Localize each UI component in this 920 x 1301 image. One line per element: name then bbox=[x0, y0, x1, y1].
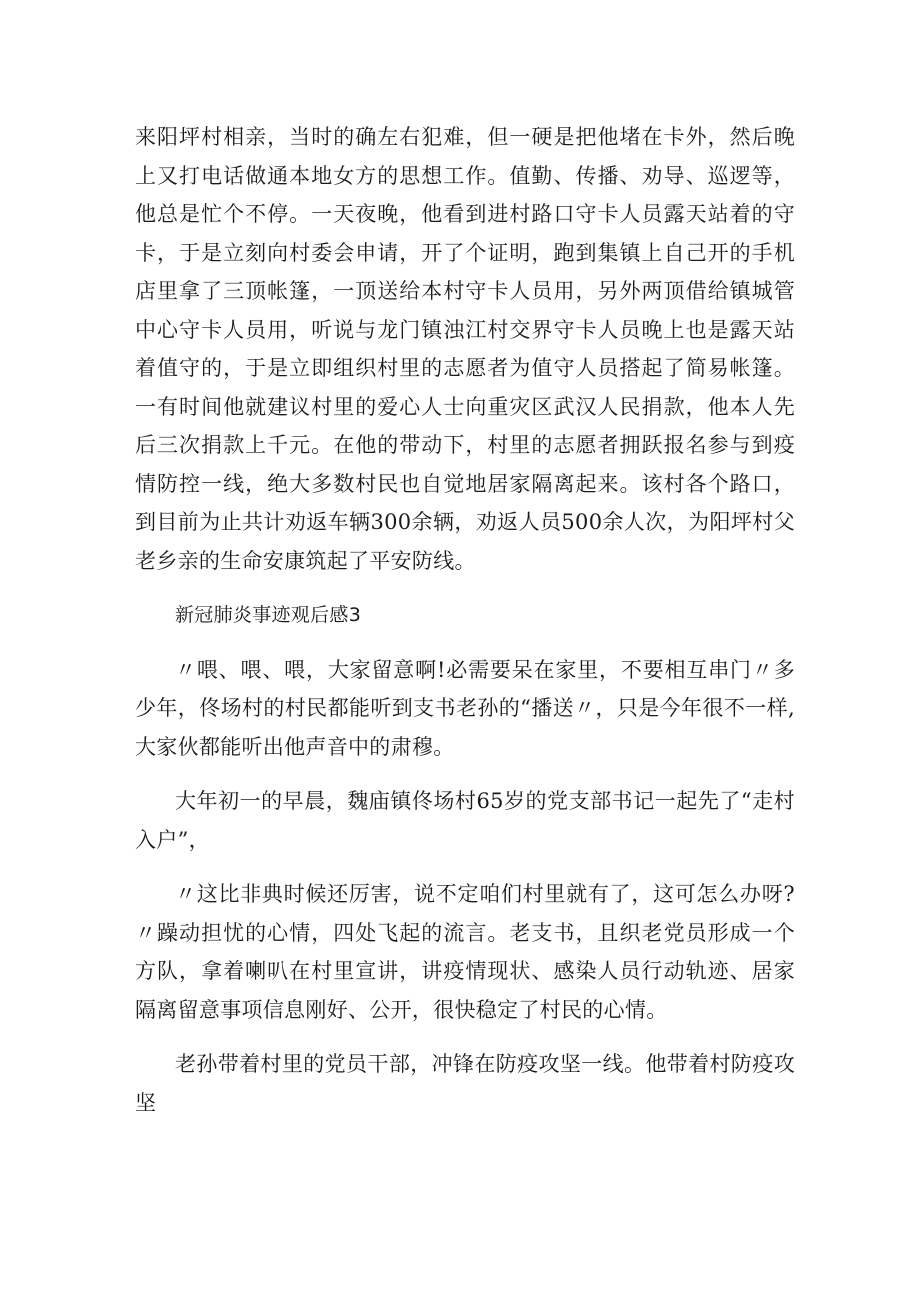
paragraph-broadcast: 〃喂、喂、喂，大家留意啊!必需要呆在家里，不要相互串门〃多少年，佟场村的村民都能听到支书老孙的“播送〃，只是今年很不一样,大家伙都能听出他声音中的肃穆。 bbox=[135, 657, 795, 759]
paragraph-worry: 〃这比非典时候还厉害，说不定咱们村里就有了，这可怎么办呀?〃躁动担忧的心情，四处飞起的流言。老支书，且织老党员形成一个方队，拿着喇叭在村里宣讲，讲疫情现状、感染人员行动轨迹、居家隔离留意事项信息刚好、公开，很快稳定了村民的心情。 bbox=[135, 882, 795, 1022]
document-body bbox=[135, 118, 795, 1138]
paragraph-new-year: 大年初一的早晨，魏庙镇佟场村65岁的党支部书记一起先了“走村入户”， bbox=[135, 789, 795, 852]
paragraph-frontline: 老孙带着村里的党员干部，冲锋在防疫攻坚一线。他带着村防疫攻坚 bbox=[135, 1052, 795, 1115]
paragraph-continuation: 来阳坪村相亲，当时的确左右犯难，但一硬是把他堵在卡外，然后晚上又打电话做通本地女方的思想工作。值勤、传播、劝导、巡逻等，他总是忙个不停。一天夜晚，他看到进村路口守卡人员露天站着的守卡，于是立刻向村委会申请，开了个证明，跑到集镇上自己开的手机店里拿了三顶帐篷，一顶送给本村守卡人员用，另外两顶借给镇城管中心守卡人员用，听说与龙门镇浊江村交界守卡人员晚上也是露天站着值守的，于是立即组织村里的志愿者为值守人员搭起了简易帐篷。一有时间他就建议村里的爱心人士向重灾区武汉人民捐款，他本人先后三次捐款上千元。在他的带动下，村里的志愿者拥跃报名参与到疫情防控一线，绝大多数村民也自觉地居家隔离起来。该村各个路口，到目前为止共计劝返车辆300余辆，劝返人员500余人次，为阳坪村父老乡亲的生命安康筑起了平安防线。 bbox=[135, 125, 795, 573]
section-heading: 新冠肺炎事迹观后感3 bbox=[175, 604, 362, 626]
